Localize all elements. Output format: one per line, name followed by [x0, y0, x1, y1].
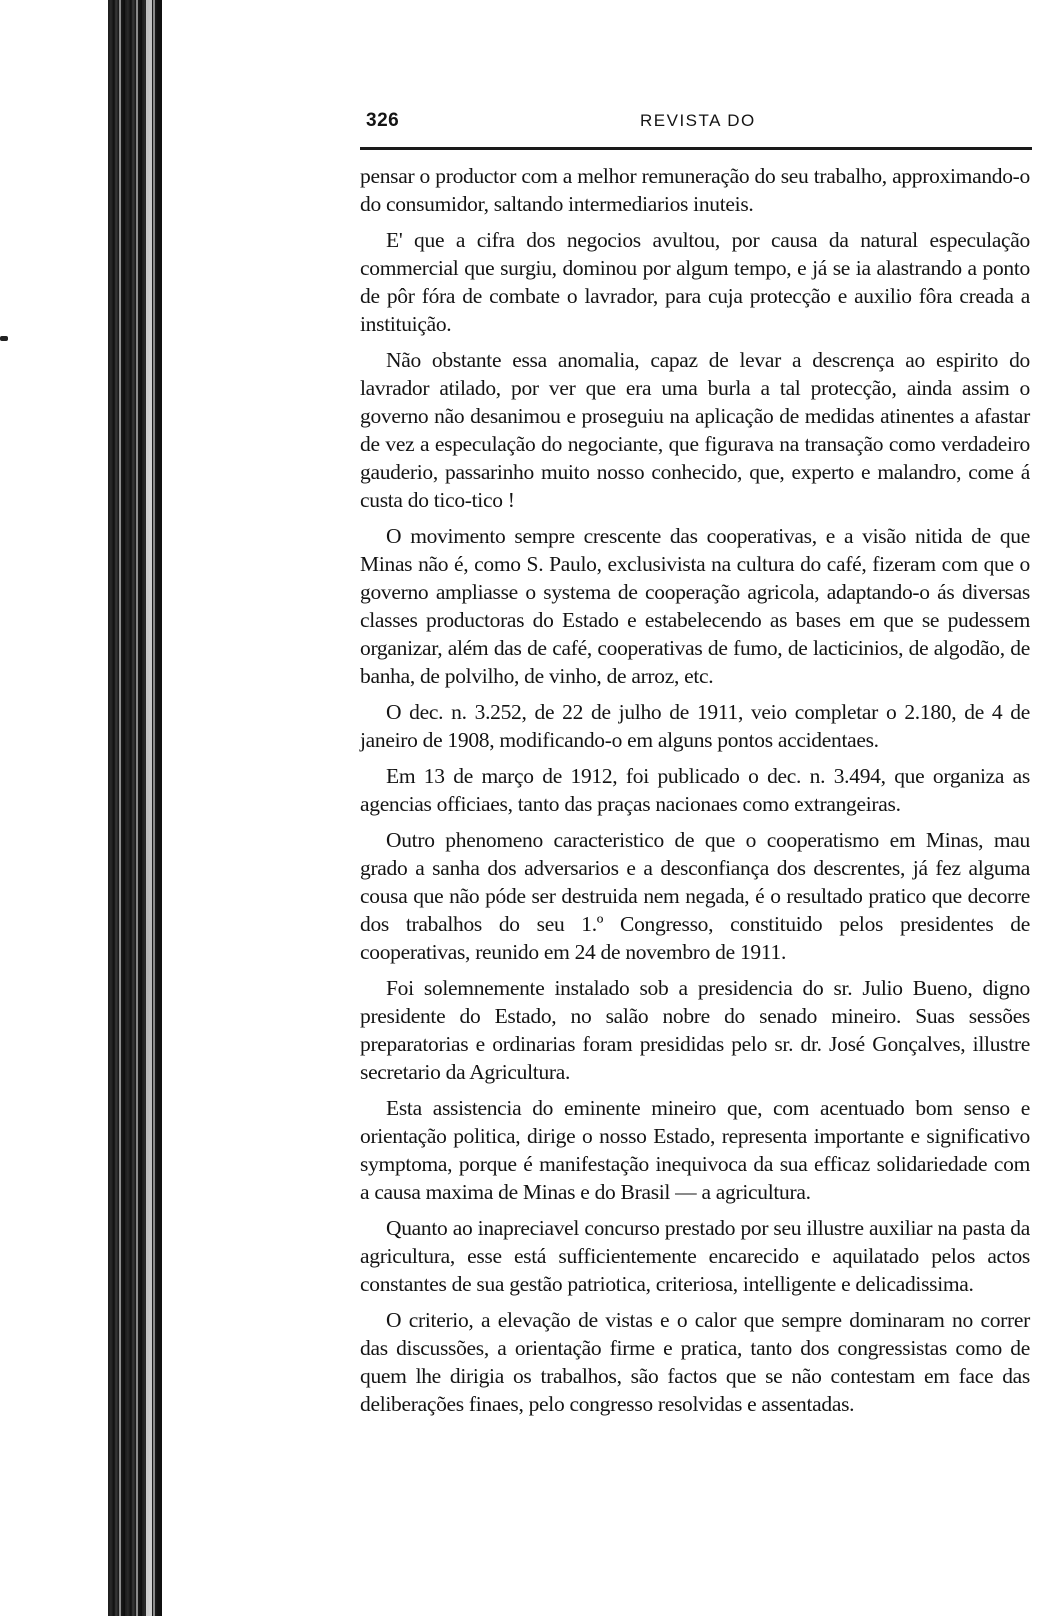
- paragraph: Em 13 de março de 1912, foi publicado o dec. n. 3.494, que organiza as agencias officiaes, tanto das praças nacionaes como extrangeiras.: [360, 764, 1030, 816]
- paragraph: Foi solemnemente instalado sob a presidencia do sr. Julio Bueno, digno presidente do Estado, no salão nobre do senado mineiro. Suas sessões preparatorias e ordinarias foram presididas pelo sr. dr. José Gonçalves, illustre secretario da Agricultura.: [360, 976, 1030, 1084]
- paragraph: O movimento sempre crescente das cooperativas, e a visão nitida de que Minas não é, como S. Paulo, exclusivista na cultura do café, fizeram com que o governo ampliasse o systema de cooperação agricola, adaptando-o ás diversas classes productoras do Estado e estabelecendo as bases em que se pudessem organizar, além das de café, cooperativas de fumo, de lacticinios, de algodão, de banha, de polvilho, de vinho, de arroz, etc.: [360, 524, 1030, 688]
- page-header: [360, 106, 1032, 142]
- running-head: REVISTA DO: [640, 111, 756, 130]
- paragraph: Não obstante essa anomalia, capaz de levar a descrença ao espirito do lavrador atilado, por ver que era uma burla a tal protecção, ainda assim o governo não desanimou e proseguiu na aplicação de medidas atinentes a afastar de vez a especulação do negociante, que figurava na transação como verdadeiro gauderio, passarinho muito nosso conhecido, que, experto e malandro, come á custa do tico-tico !: [360, 348, 1030, 512]
- book-binding-edge: [108, 0, 162, 1616]
- paragraph: Outro phenomeno caracteristico de que o cooperatismo em Minas, mau grado a sanha dos adversarios e a desconfiança dos descrentes, já fez alguma cousa que não póde ser destruida nem negada, é o resultado pratico que decorre dos trabalhos do seu 1.º Congresso, constituido pelos presidentes de cooperativas, reunido em 24 de novembro de 1911.: [360, 828, 1030, 964]
- paragraph: O dec. n. 3.252, de 22 de julho de 1911, veio completar o 2.180, de 4 de janeiro de 1908, modificando-o em alguns pontos accidentaes.: [360, 700, 1030, 752]
- binding-highlight: [146, 0, 152, 1616]
- paragraph: Esta assistencia do eminente mineiro que, com acentuado bom senso e orientação politica, dirige o nosso Estado, representa importante e significativo symptoma, porque é manifestação inequivoca da sua efficaz solidariedade com a causa maxima de Minas e do Brasil — a agricultura.: [360, 1096, 1030, 1204]
- page-number: 326: [366, 110, 400, 131]
- binding-inner-edge: [158, 0, 162, 1616]
- paragraph-continuation: pensar o productor com a melhor remuneração do seu trabalho, approximando-o do consumidor, saltando intermediarios inuteis.: [360, 164, 1030, 216]
- paragraph: Quanto ao inapreciavel concurso prestado por seu illustre auxiliar na pasta da agricultura, esse está sufficientemente encarecido e aquilatado pelos actos constantes de sua gestão patriotica, criteriosa, intelligente e delicadissima.: [360, 1216, 1030, 1296]
- margin-speck: [0, 336, 8, 341]
- body-text: [360, 162, 1030, 1426]
- paragraph: O criterio, a elevação de vistas e o calor que sempre dominaram no correr das discussões, a orientação firme e pratica, tanto dos congressistas como de quem lhe dirigia os trabalhos, são factos que se não contestam em face das deliberações finaes, pelo congresso resolvidas e assentadas.: [360, 1308, 1030, 1416]
- header-rule: [360, 147, 1032, 150]
- paragraph: E' que a cifra dos negocios avultou, por causa da natural especulação commercial que surgiu, dominou por algum tempo, e já se ia alastrando a ponto de pôr fóra de combate o lavrador, para cuja protecção e auxilio fôra creada a instituição.: [360, 228, 1030, 336]
